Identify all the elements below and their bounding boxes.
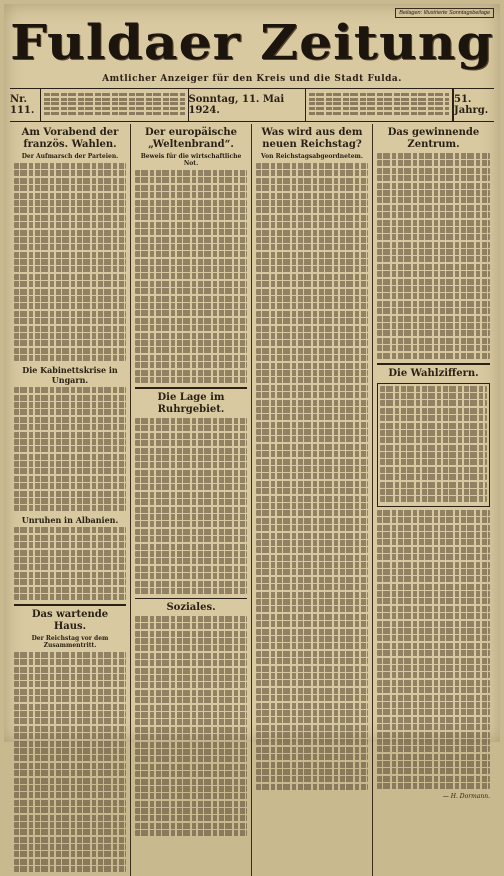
issue-number: Nr. 111. [10, 89, 41, 121]
supplement-note: Beilagen: Illustrierte Sonntagsbeilage [395, 8, 494, 18]
divider [14, 604, 126, 606]
newspaper-page [4, 4, 500, 801]
headline: Die Lage im Ruhrgebiet. [157, 391, 225, 415]
article-body [135, 616, 247, 836]
divider [135, 387, 247, 389]
article-body [14, 652, 126, 872]
headline: Die Wahlziffern. [388, 367, 479, 379]
column-4 [373, 124, 494, 876]
article-body [14, 163, 126, 361]
advertising-info-block [306, 89, 454, 121]
article-body [256, 163, 368, 790]
article-body [377, 153, 490, 359]
article-body [135, 170, 247, 383]
divider [135, 598, 247, 599]
subheadline: Der Reichstag vor dem Zusammentritt. [31, 634, 109, 649]
publisher-info-block [41, 89, 189, 121]
subheadline: Beweis für die wirtschaftliche Not. [140, 153, 242, 167]
column-3 [252, 124, 373, 876]
issue-date: Sonntag, 11. Mai 1924. [189, 89, 306, 121]
divider [377, 363, 490, 365]
subheadline: Der Aufmarsch der Parteien. [21, 153, 119, 160]
volume-year: 51. Jahrg. [453, 89, 494, 121]
article-columns [10, 124, 494, 801]
article-body [14, 387, 126, 511]
author-signature: — H. Dormann. [442, 793, 490, 801]
column-2 [131, 124, 252, 876]
newspaper-title: Fuldaer Zeitung [10, 15, 494, 71]
column-1 [10, 124, 131, 876]
headline: Der europäische „Weltenbrand“. [145, 127, 237, 150]
issue-info-bar [10, 88, 494, 122]
article-body [377, 510, 490, 789]
headline: Was wird aus dem neuen Reichstag? [261, 127, 363, 150]
headline: Am Vorabend der französ. Wahlen. [21, 127, 119, 150]
headline: Die Kabinettskrise in Ungarn. [22, 365, 118, 386]
subheadline: Von Reichstagsabgeordnetem. [261, 153, 363, 160]
headline: Unruhen in Albanien. [21, 515, 119, 526]
results-box [377, 383, 490, 507]
masthead [10, 14, 494, 72]
headline: Das gewinnende Zentrum. [387, 127, 480, 150]
article-body [135, 418, 247, 594]
headline: Soziales. [166, 601, 216, 613]
article-body [14, 527, 126, 600]
newspaper-subtitle: Amtlicher Anzeiger für den Kreis und die Stadt Fulda. [102, 74, 402, 84]
headline: Das wartende Haus. [31, 608, 109, 632]
